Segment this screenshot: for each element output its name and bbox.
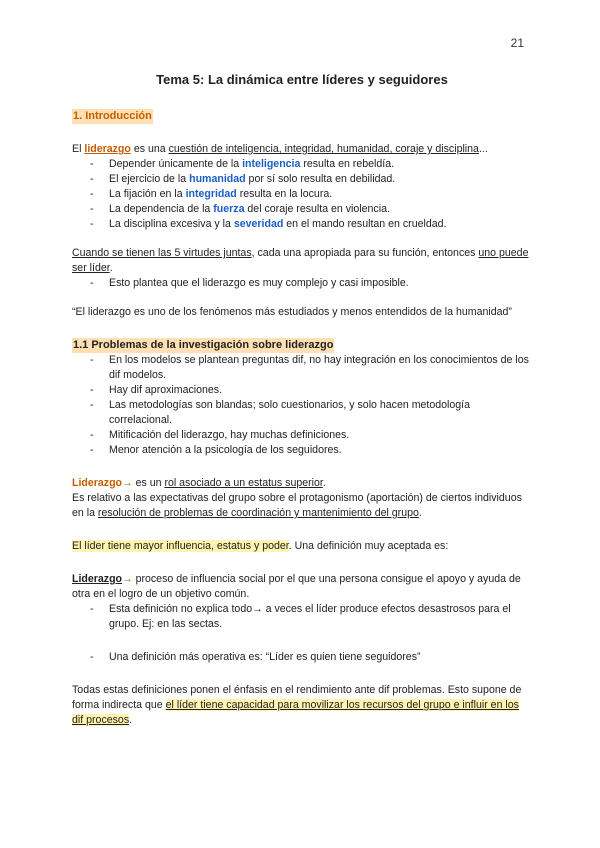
list-item: - Mitificación del liderazgo, hay muchas definiciones. <box>72 428 532 443</box>
highlighted-phrase: El líder tiene mayor influencia, estatus y poder <box>72 540 289 552</box>
intro-paragraph: El liderazgo es una cuestión de inteligencia, integridad, humanidad, coraje y disciplina... <box>72 143 488 155</box>
list-item: - Una definición más operativa es: “Líder es quien tiene seguidores” <box>72 650 532 665</box>
section-heading-introduccion: 1. Introducción <box>73 110 152 122</box>
keyword-liderazgo-def2: Liderazgo <box>72 573 123 585</box>
list-item: - La dependencia de la fuerza del coraje resulta en violencia. <box>72 202 532 217</box>
keyword-inteligencia: inteligencia <box>242 158 301 170</box>
problems-list <box>72 353 532 458</box>
list-item: - Esto plantea que el liderazgo es muy complejo y casi imposible. <box>72 276 532 291</box>
conclusion-paragraph: Todas estas definiciones ponen el énfasis en el rendimiento ante dif problemas. Esto supone de forma indirecta que el líder tiene capacidad para movilizar los recursos del grupo e influir en los dif procesos. <box>72 684 522 726</box>
list-item: - El ejercicio de la humanidad por sí solo resulta en debilidad. <box>72 172 532 187</box>
list-item: - Hay dif aproximaciones. <box>72 383 532 398</box>
arrow-icon: → <box>122 573 133 585</box>
highlighted-phrase: el líder tiene capacidad para movilizar los recursos del grupo e influir en los dif procesos <box>72 699 519 726</box>
list-item: - Las metodologías son blandas; solo cuestionarios, y solo hacen metodología correlacional. <box>72 398 532 428</box>
keyword-liderazgo: liderazgo <box>84 143 131 155</box>
definition-rol-paragraph: Liderazgo→ es un rol asociado a un estatus superior. <box>72 477 326 489</box>
list-item: - Esta definición no explica todo→ a veces el líder produce efectos desastrosos para el grupo. Ej: en las sectas. <box>72 602 532 632</box>
keyword-humanidad: humanidad <box>189 173 246 185</box>
list-item: - En los modelos se plantean preguntas dif, no hay integración en los conocimientos de los dif modelos. <box>72 353 532 383</box>
notes-list <box>72 602 532 665</box>
list-item: - Menor atención a la psicología de los seguidores. <box>72 443 532 458</box>
page-number: 21 <box>510 36 524 50</box>
five-virtues-bullets <box>72 276 532 291</box>
five-virtues-paragraph: Cuando se tienen las 5 virtudes juntas, cada una apropiada para su función, entonces uno puede ser líder. <box>72 247 529 274</box>
list-item: - La fijación en la integridad resulta en la locura. <box>72 187 532 202</box>
page-title: Tema 5: La dinámica entre líderes y seguidores <box>156 72 448 87</box>
definition-influencia-paragraph: Liderazgo→ proceso de influencia social por el que una persona consigue el apoyo y ayuda de otra en el logro de un objetivo común. <box>72 573 521 600</box>
definition-rol-detail: Es relativo a las expectativas del grupo sobre el protagonismo (aportación) de ciertos individuos en la resolución de problemas de coordinación y mantenimiento del grupo. <box>72 492 522 519</box>
arrow-icon: → <box>122 477 133 489</box>
keyword-fuerza: fuerza <box>213 203 245 215</box>
list-item: - La disciplina excesiva y la severidad en el mando resultan en crueldad. <box>72 217 532 232</box>
quote-paragraph: “El liderazgo es uno de los fenómenos más estudiados y menos entendidos de la humanidad” <box>72 306 512 318</box>
keyword-liderazgo-def1: Liderazgo <box>72 477 123 489</box>
influence-paragraph: El líder tiene mayor influencia, estatus y poder. Una definición muy aceptada es: <box>72 540 449 552</box>
virtues-list <box>72 157 532 232</box>
keyword-integridad: integridad <box>185 188 237 200</box>
document-body <box>72 72 532 728</box>
keyword-severidad: severidad <box>233 218 284 230</box>
list-item: - Depender únicamente de la inteligencia resulta en rebeldía. <box>72 157 532 172</box>
section-heading-problemas: 1.1 Problemas de la investigación sobre liderazgo <box>73 339 334 351</box>
underlined-phrase: cuestión de inteligencia, integridad, humanidad, coraje y disciplina <box>168 143 479 155</box>
